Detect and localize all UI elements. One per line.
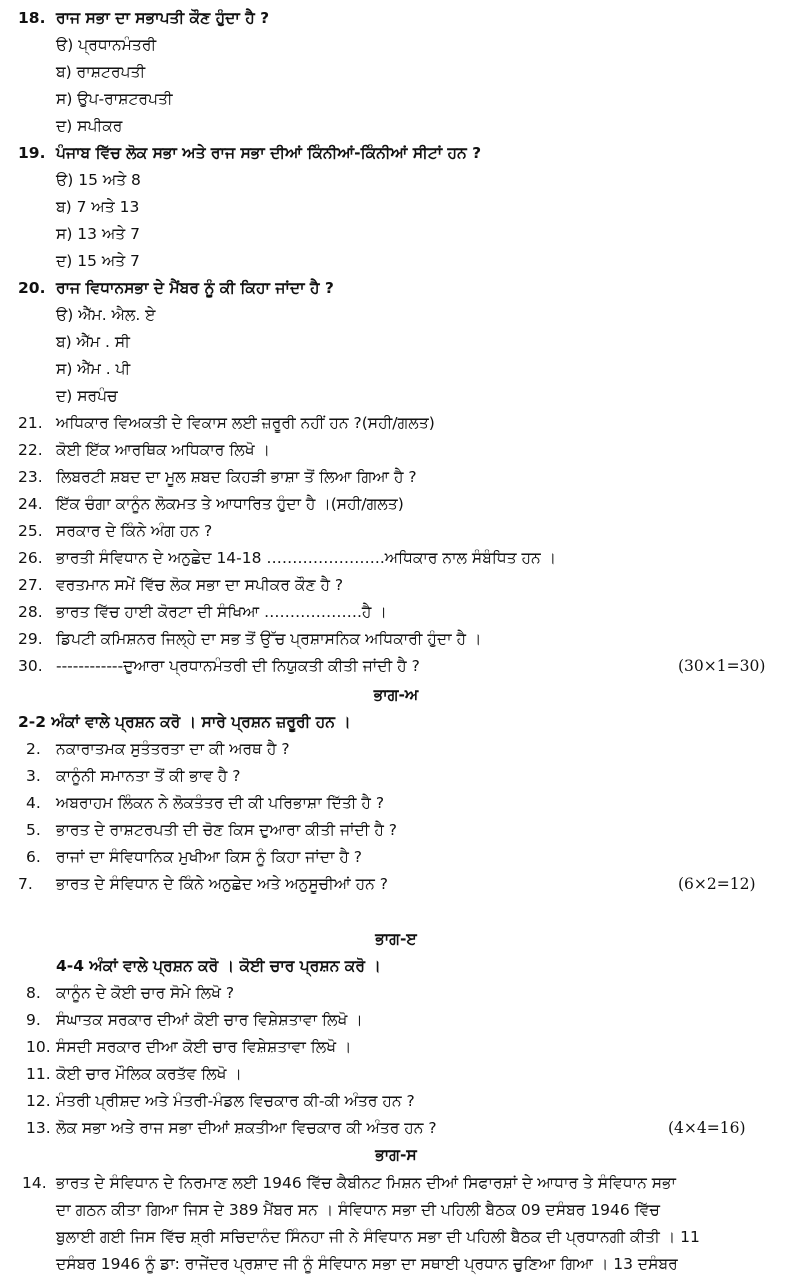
question-29: 29. ਡਿਪਟੀ ਕਮਿਸ਼ਨਰ ਜਿਲ੍ਹੇ ਦਾ ਸਭ ਤੋਂ ਉੱਚ ਪ੍ਰਸ਼ਾਸਨਿਕ ਅਧਿਕਾਰੀ ਹੁੰਦਾ ਹੈ ।: [18, 630, 482, 648]
question-3: 3. ਕਾਨੂੰਨੀ ਸਮਾਨਤਾ ਤੋਂ ਕੀ ਭਾਵ ਹੈ ?: [26, 767, 241, 785]
option: ੳ) ਪ੍ਰਧਾਨਮੰਤਰੀ: [56, 36, 157, 54]
option: ਦ) ਸਪੀਕਰ: [56, 117, 123, 135]
option: ਸ) 13 ਅਤੇ 7: [56, 225, 140, 243]
option: ਬ) ਐੱਮ . ਸੀ: [56, 333, 130, 351]
question-text: ਪੰਜਾਬ ਵਿੱਚ ਲੋਕ ਸਭਾ ਅਤੇ ਰਾਜ ਸਭਾ ਦੀਆਂ ਕਿੰਨੀਆਂ-ਕਿੰਨੀਆਂ ਸੀਟਾਂ ਹਨ ?: [56, 144, 482, 162]
question-11: 11. ਕੋਈ ਚਾਰ ਮੌਲਿਕ ਕਰਤੱਵ ਲਿਖੋ ।: [26, 1065, 242, 1083]
question-14: [0, 1170, 792, 1280]
section-heading: ਭਾਗ-ਅ: [373, 686, 419, 704]
question-13: 13. ਲੋਕ ਸਭਾ ਅਤੇ ਰਾਜ ਸਭਾ ਦੀਆਂ ਸ਼ਕਤੀਆ ਵਿਚਕਾਰ ਕੀ ਅੰਤਰ ਹਨ ? (4×4=16): [0, 1115, 792, 1142]
question-12: 12. ਮੰਤਰੀ ਪ੍ਰੀਸ਼ਦ ਅਤੇ ਮੰਤਰੀ-ਮੰਡਲ ਵਿਚਕਾਰ ਕੀ-ਕੀ ਅੰਤਰ ਹਨ ?: [26, 1092, 415, 1110]
question-number: 19.: [18, 144, 46, 162]
option: ਸ) ਉਪ-ਰਾਸ਼ਟਰਪਤੀ: [56, 90, 173, 108]
question-18: [0, 5, 792, 32]
question-number: 14.: [22, 1174, 47, 1192]
question-6: 6. ਰਾਜਾਂ ਦਾ ਸੰਵਿਧਾਨਿਕ ਮੁਖੀਆ ਕਿਸ ਨੂੰ ਕਿਹਾ ਜਾਂਦਾ ਹੈ ?: [26, 848, 363, 866]
question-30: 30. ------------ਦੁਆਰਾ ਪ੍ਰਧਾਨਮੰਤਰੀ ਦੀ ਨਿਯੁਕਤੀ ਕੀਤੀ ਜਾਂਦੀ ਹੈ ? (30×1=30): [0, 653, 792, 680]
option: ੳ) 15 ਅਤੇ 8: [56, 171, 141, 189]
question-27: 27. ਵਰਤਮਾਨ ਸਮੇਂ ਵਿੱਚ ਲੋਕ ਸਭਾ ਦਾ ਸਪੀਕਰ ਕੌਣ ਹੈ ?: [18, 576, 344, 594]
question-8: 8. ਕਾਨੂੰਨ ਦੇ ਕੋਈ ਚਾਰ ਸੋਮੇ ਲਿਖੋ ?: [26, 984, 235, 1002]
paragraph-line: ਬੁਲਾਈ ਗਈ ਜਿਸ ਵਿੱਚ ਸ਼੍ਰੀ ਸਚਿਦਾਨੰਦ ਸਿੰਨਹਾ ਜੀ ਨੇ ਸੰਵਿਧਾਨ ਸਭਾ ਦੀ ਪਹਿਲੀ ਬੈਠਕ ਦੀ ਪ੍ਰਧਾਨਗੀ ਕੀਤੀ । 11: [56, 1228, 700, 1246]
question-number: 18.: [18, 9, 46, 27]
marks-label: (4×4=16): [668, 1119, 746, 1137]
question-19: [0, 140, 792, 167]
question-28: 28. ਭਾਰਤ ਵਿੱਚ ਹਾਈ ਕੋਰਟਾ ਦੀ ਸੰਖਿਆ ……………….ਹੈ ।: [18, 603, 387, 621]
question-22: 22. ਕੋਈ ਇੱਕ ਆਰਥਿਕ ਅਧਿਕਾਰ ਲਿਖੋ ।: [18, 441, 270, 459]
option: ਬ) 7 ਅਤੇ 13: [56, 198, 140, 216]
question-9: 9. ਸੰਘਾਤਕ ਸਰਕਾਰ ਦੀਆਂ ਕੋਈ ਚਾਰ ਵਿਸ਼ੇਸ਼ਤਾਵਾ ਲਿਖੋ ।: [26, 1011, 363, 1029]
question-4: 4. ਅਬਰਾਹਮ ਲਿੰਕਨ ਨੇ ਲੋਕਤੰਤਰ ਦੀ ਕੀ ਪਰਿਭਾਸ਼ਾ ਦਿੱਤੀ ਹੈ ?: [26, 794, 385, 812]
question-20: [0, 275, 792, 302]
question-7: 7. ਭਾਰਤ ਦੇ ਸੰਵਿਧਾਨ ਦੇ ਕਿੰਨੇ ਅਨੁਛੇਦ ਅਤੇ ਅਨੁਸੂਚੀਆਂ ਹਨ ? (6×2=12): [0, 871, 792, 898]
section-heading: ਭਾਗ-ਸ: [375, 1146, 417, 1164]
option: ਦ) 15 ਅਤੇ 7: [56, 252, 140, 270]
option: ੳ) ਐੱਮ. ਐਲ. ਏ: [56, 306, 156, 324]
question-26: 26. ਭਾਰਤੀ ਸੰਵਿਧਾਨ ਦੇ ਅਨੁਛੇਦ 14-18 …………………..ਅਧਿਕਾਰ ਨਾਲ ਸੰਬੰਧਿਤ ਹਨ ।: [18, 549, 557, 567]
option: ਸ) ਐੱਮ . ਪੀ: [56, 360, 131, 378]
question-23: 23. ਲਿਬਰਟੀ ਸ਼ਬਦ ਦਾ ਮੂਲ ਸ਼ਬਦ ਕਿਹੜੀ ਭਾਸ਼ਾ ਤੋਂ ਲਿਆ ਗਿਆ ਹੈ ?: [18, 468, 417, 486]
section-instruction: 2-2 ਅੰਕਾਂ ਵਾਲੇ ਪ੍ਰਸ਼ਨ ਕਰੋ । ਸਾਰੇ ਪ੍ਰਸ਼ਨ ਜ਼ਰੂਰੀ ਹਨ ।: [18, 713, 351, 731]
paragraph-line: ਦਾ ਗਠਨ ਕੀਤਾ ਗਿਆ ਜਿਸ ਦੇ 389 ਮੈਂਬਰ ਸਨ । ਸੰਵਿਧਾਨ ਸਭਾ ਦੀ ਪਹਿਲੀ ਬੈਠਕ 09 ਦਸੰਬਰ 1946 ਵਿੱਚ: [56, 1201, 660, 1219]
question-number: 20.: [18, 279, 46, 297]
question-2: 2. ਨਕਾਰਾਤਮਕ ਸੁਤੰਤਰਤਾ ਦਾ ਕੀ ਅਰਥ ਹੈ ?: [26, 740, 290, 758]
marks-label: (30×1=30): [678, 657, 766, 675]
section-instruction: 4-4 ਅੰਕਾਂ ਵਾਲੇ ਪ੍ਰਸ਼ਨ ਕਰੋ । ਕੋਈ ਚਾਰ ਪ੍ਰਸ਼ਨ ਕਰੋ ।: [56, 957, 381, 975]
marks-label: (6×2=12): [678, 875, 756, 893]
section-heading: ਭਾਗ-ੲ: [375, 930, 417, 948]
paragraph-line: ਭਾਰਤ ਦੇ ਸੰਵਿਧਾਨ ਦੇ ਨਿਰਮਾਣ ਲਈ 1946 ਵਿੱਚ ਕੈਬੀਨਟ ਮਿਸ਼ਨ ਦੀਆਂ ਸਿਫਾਰਸ਼ਾਂ ਦੇ ਆਧਾਰ ਤੇ ਸੰਵਿਧਾਨ ਸਭਾ: [56, 1174, 676, 1192]
question-5: 5. ਭਾਰਤ ਦੇ ਰਾਸ਼ਟਰਪਤੀ ਦੀ ਚੋਣ ਕਿਸ ਦੁਆਰਾ ਕੀਤੀ ਜਾਂਦੀ ਹੈ ?: [26, 821, 398, 839]
question-text: ਰਾਜ ਸਭਾ ਦਾ ਸਭਾਪਤੀ ਕੌਣ ਹੁੰਦਾ ਹੈ ?: [56, 9, 270, 27]
question-25: 25. ਸਰਕਾਰ ਦੇ ਕਿੰਨੇ ਅੰਗ ਹਨ ?: [18, 522, 213, 540]
option: ਬ) ਰਾਸ਼ਟਰਪਤੀ: [56, 63, 146, 81]
option: ਦ) ਸਰਪੰਚ: [56, 387, 118, 405]
question-21: 21. ਅਧਿਕਾਰ ਵਿਅਕਤੀ ਦੇ ਵਿਕਾਸ ਲਈ ਜ਼ਰੂਰੀ ਨਹੀਂ ਹਨ ?(ਸਹੀ/ਗਲਤ): [18, 414, 435, 432]
paragraph-line: ਦਸੰਬਰ 1946 ਨੂੰ ਡਾ: ਰਾਜੇਂਦਰ ਪ੍ਰਸ਼ਾਦ ਜੀ ਨੂੰ ਸੰਵਿਧਾਨ ਸਭਾ ਦਾ ਸਥਾਈ ਪ੍ਰਧਾਨ ਚੁਣਿਆ ਗਿਆ । 13 ਦਸੰਬਰ: [56, 1255, 678, 1273]
question-text: ਰਾਜ ਵਿਧਾਨਸਭਾ ਦੇ ਮੈਂਬਰ ਨੂੰ ਕੀ ਕਿਹਾ ਜਾਂਦਾ ਹੈ ?: [56, 279, 334, 297]
question-10: 10. ਸੰਸਦੀ ਸਰਕਾਰ ਦੀਆ ਕੋਈ ਚਾਰ ਵਿਸ਼ੇਸ਼ਤਾਵਾ ਲਿਖੋ ।: [26, 1038, 352, 1056]
question-24: 24. ਇੱਕ ਚੰਗਾ ਕਾਨੂੰਨ ਲੋਕਮਤ ਤੇ ਆਧਾਰਿਤ ਹੁੰਦਾ ਹੈ ।(ਸਹੀ/ਗਲਤ): [18, 495, 404, 513]
